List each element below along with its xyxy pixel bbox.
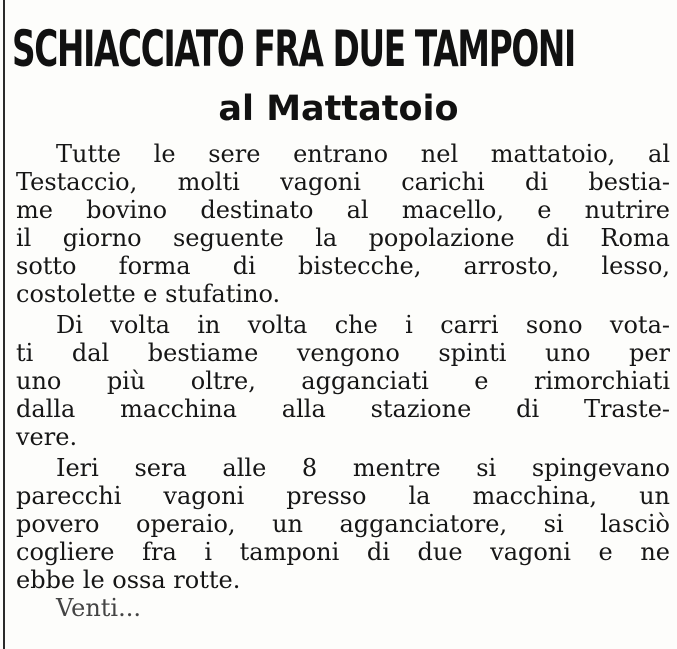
- cut-off-line: Venti...: [56, 594, 141, 622]
- paragraph-1-line-4: il giorno seguente la popolazione di Roma: [16, 224, 670, 252]
- paragraph-2-line-1: Di volta in volta che i carri sono vota-: [56, 311, 670, 339]
- paragraph-2-line-4: dalla macchina alla stazione di Traste-: [16, 395, 670, 423]
- paragraph-3-line-2: parecchi vagoni presso la macchina, un: [16, 482, 670, 510]
- article-body: [16, 140, 670, 622]
- paragraph-2-line-3: uno più oltre, agganciati e rimorchiati: [16, 367, 670, 395]
- paragraph-1-line-5: sotto forma di bistecche, arrosto, lesso,: [16, 252, 670, 280]
- paragraph-3-line-3: povero operaio, un agganciatore, si lasciò: [16, 510, 670, 538]
- paragraph-2-line-5: vere.: [16, 423, 78, 451]
- paragraph-1-line-6: costolette e stufatino.: [16, 280, 281, 308]
- subheadline: al Mattatoio: [218, 89, 459, 129]
- paragraph-1-line-3: me bovino destinato al macello, e nutrire: [16, 196, 670, 224]
- paragraph-1-line-1: Tutte le sere entrano nel mattatoio, al: [56, 140, 670, 168]
- paragraph-2-line-2: ti dal bestiame vengono spinti uno per: [16, 339, 670, 367]
- headline: SCHIACCIATO FRA DUE TAMPONI: [12, 20, 575, 78]
- paragraph-3-line-4: cogliere fra i tamponi di due vagoni e ne: [16, 538, 670, 566]
- paragraph-1-line-2: Testaccio, molti vagoni carichi di bestia-: [16, 168, 670, 196]
- paragraph-3-line-5: ebbe le ossa rotte.: [16, 566, 241, 594]
- paragraph-3-line-1: Ieri sera alle 8 mentre si spingevano: [56, 454, 670, 482]
